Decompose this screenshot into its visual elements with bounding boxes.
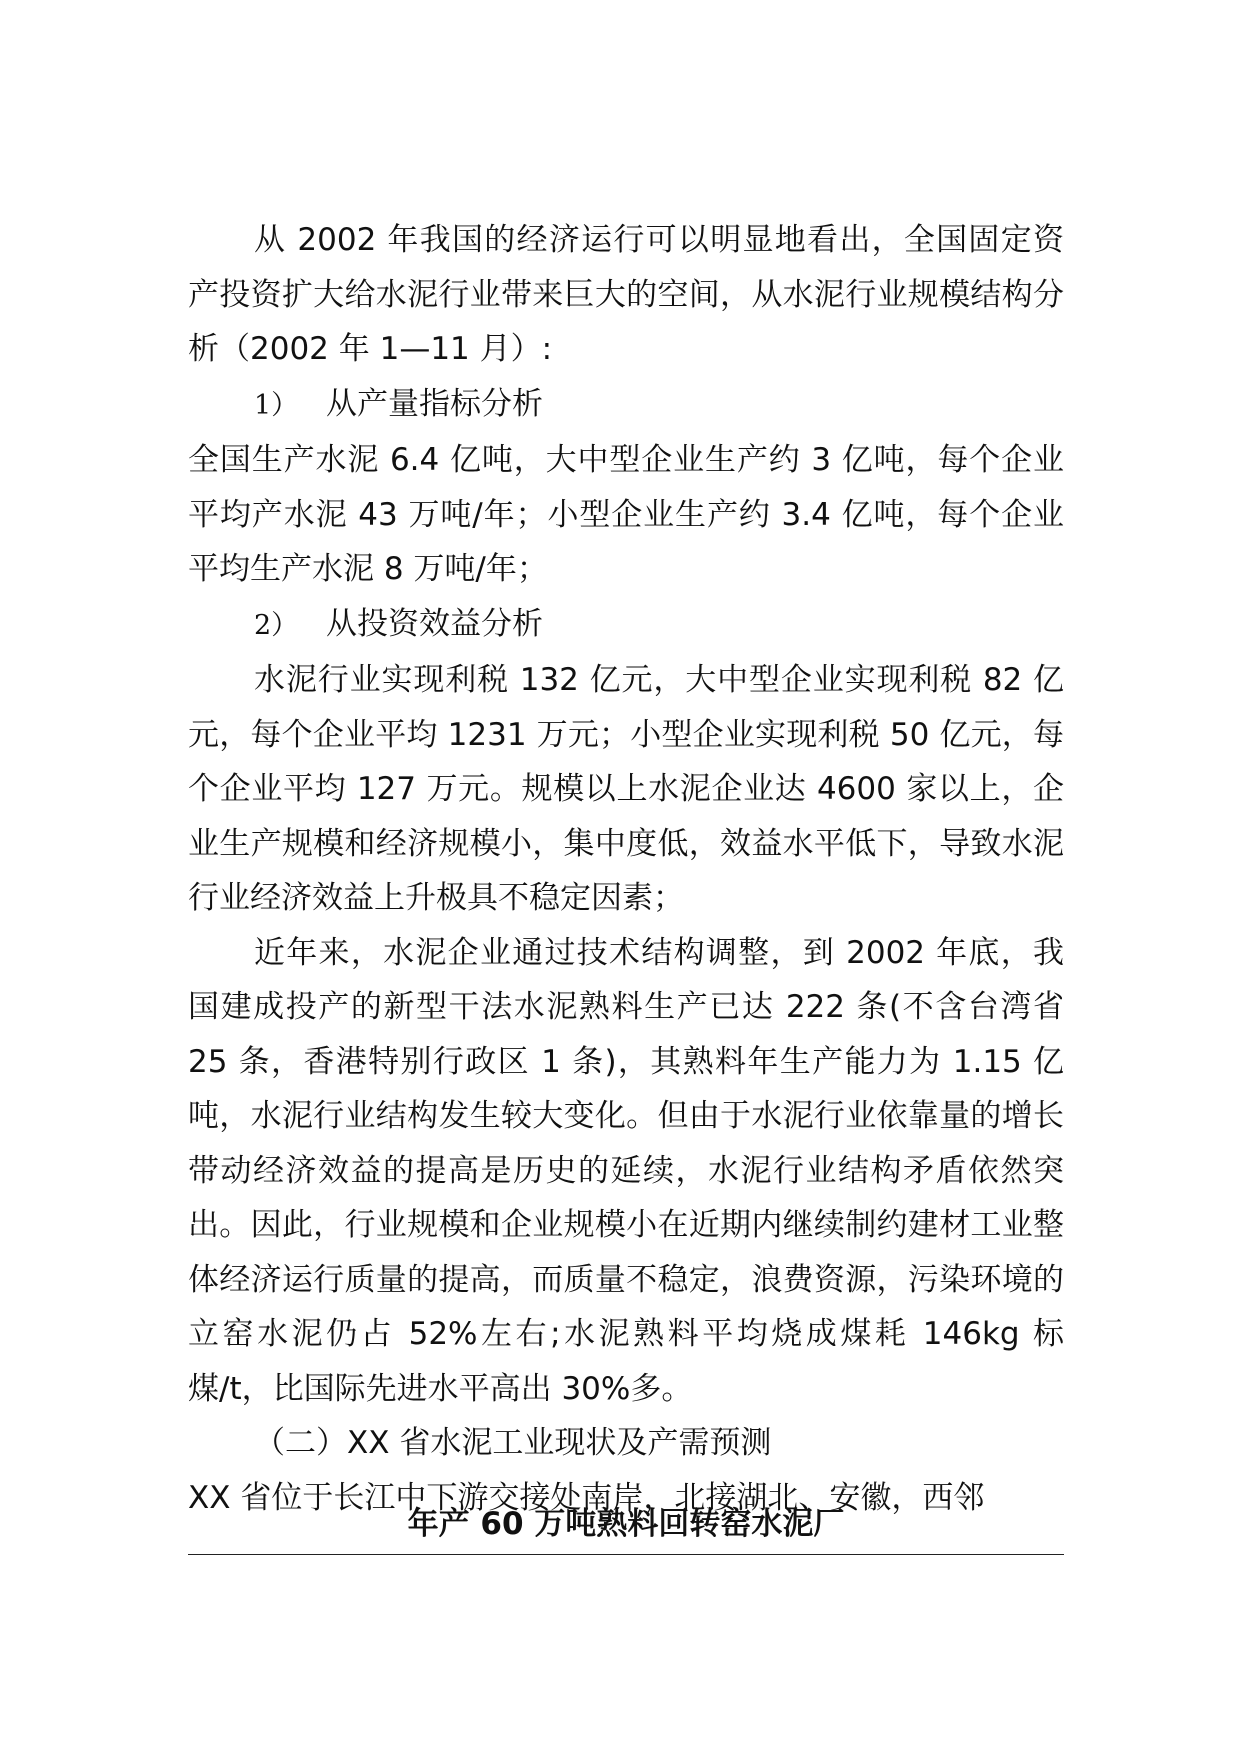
paragraph-province: XX 省位于长江中下游交接处南岸，北接湖北、安徽，西邻 <box>188 1479 985 1516</box>
paragraph-recent-years: 近年来，水泥企业通过技术结构调整，到 2002 年底，我国建成投产的新型干法水泥熟料生产已达 222 条(不含台湾省 25 条，香港特别行政区 1 条)，其熟料年生产能力为 1.15 亿吨，水泥行业结构发生较大变化。但由于水泥行业依靠量的增长带动经济效益的提高是历史的延续，水泥行业结构矛盾依然突出。因此，行业规模和企业规模小在近期内继续制约建材工业整体经济运行质量的提高，而质量不稳定，浪费资源，污染环境的立窑水泥仍占 52%左右;水泥熟料平均烧成煤耗 146kg 标煤/t，比国际先进水平高出 30%多。 <box>188 934 1064 1407</box>
numbered-heading-2 <box>188 597 1064 654</box>
paragraph-profit: 水泥行业实现利税 132 亿元，大中型企业实现利税 82 亿元，每个企业平均 1231 万元；小型企业实现利税 50 亿元，每个企业平均 127 万元。规模以上水泥企业达 4600 家以上，企业生产规模和经济规模小，集中度低，效益水平低下，导致水泥行业经济效益上升极具不稳定因素； <box>188 662 1064 916</box>
paragraph-intro: 从 2002 年我国的经济运行可以明显地看出，全国固定资产投资扩大给水泥行业带来巨大的空间，从水泥行业规模结构分析（2002 年 1—11 月）: <box>188 222 1064 367</box>
footer-title: 年产 60 万吨熟料回转窑水泥厂 <box>407 1506 845 1542</box>
footer-divider <box>188 1554 1064 1555</box>
item-number: 1） <box>254 389 299 421</box>
numbered-heading-1 <box>188 377 1064 434</box>
section-heading: （二）XX 省水泥工业现状及产需预测 <box>254 1425 772 1461</box>
item-heading: 从投资效益分析 <box>326 605 543 642</box>
item-heading: 从产量指标分析 <box>326 385 543 422</box>
body-text <box>188 213 1064 1525</box>
item-number: 2） <box>254 609 299 641</box>
paragraph-output: 全国生产水泥 6.4 亿吨，大中型企业生产约 3 亿吨，每个企业平均产水泥 43 万吨/年；小型企业生产约 3.4 亿吨，每个企业平均生产水泥 8 万吨/年； <box>188 442 1064 587</box>
